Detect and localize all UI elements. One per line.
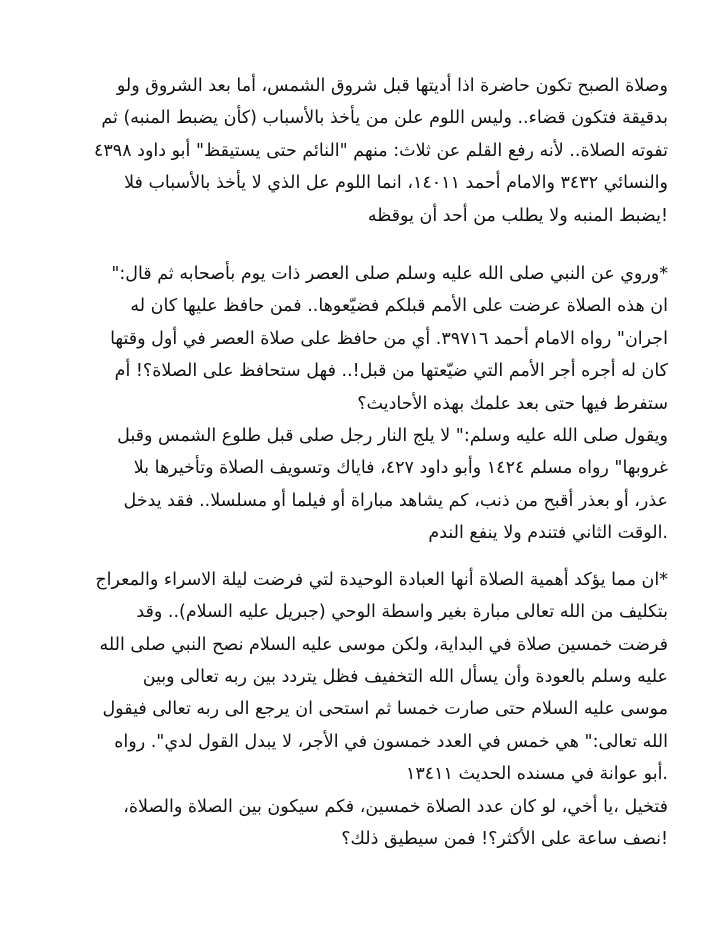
paragraph-spacer — [62, 550, 668, 564]
text-line: ان هذه الصلاة عرضت على الأمم قبلكم فضيّعوها.. فمن حافظ عليها كان له — [130, 296, 668, 317]
text-line: *وروي عن النبي صلى الله عليه وسلم صلى العصر ذات يوم بأصحابه ثم قال:" — [111, 264, 668, 285]
text-line: والنسائي ٣٤٣٢ والامام أحمد ١٤٠١١، انما اللوم عل الذي لا يأخذ بالأسباب فلا — [124, 173, 668, 194]
paragraph-asr-prayer — [62, 258, 668, 550]
text-line: عليه وسلم بالعودة وأن يسأل الله التخفيف فظل يتردد بين ربه تعالى وبين — [142, 666, 668, 687]
text-line: !يضبط المنبه ولا يطلب من أحد أن يوقظه — [367, 205, 668, 226]
text-line: ويقول صلى الله عليه وسلم:" لا يلج النار رجل صلى قبل طلوع الشمس وقبل — [117, 426, 668, 447]
paragraph-spacer — [62, 232, 668, 258]
text-line: فتخيل ،يا أخي، لو كان عدد الصلاة خمسين، فكم سيكون بين الصلاة والصلاة، — [123, 796, 668, 817]
text-line: غروبها" رواه مسلم ١٤٢٤ وأبو داود ٤٢٧، فاياك وتسويف الصلاة وتأخيرها بلا — [133, 458, 668, 479]
text-line: بتكليف من الله تعالى مبارة بغير واسطة الوحي (جبريل عليه السلام).. وقد — [136, 602, 668, 623]
text-line: عذر، أو بعذر أقبح من ذنب، كم يشاهد مباراة أو فيلما أو مسلسلا.. فقد يدخل — [123, 490, 668, 511]
text-line: موسى عليه السلام حتى صارت خمسا ثم استحى ان يرجع الى ربه تعالى فيقول — [102, 699, 668, 720]
text-line: تفوته الصلاة.. لأنه رفع القلم عن ثلاث: منهم "النائم حتى يستيقظ" أبو داود ٤٣٩٨ — [94, 140, 668, 161]
text-line: ستفرط فيها حتى بعد علمك بهذه الأحاديث؟ — [357, 393, 668, 414]
text-line: بدقيقة فتكون قضاء.. وليس اللوم علن من يأخذ بالأسباب (كأن يضبط المنبه) ثم — [101, 108, 668, 129]
document-page — [62, 70, 668, 855]
paragraph-isra-miraj — [62, 564, 668, 856]
text-line: فرضت خمسين صلاة في البداية، ولكن موسى عليه السلام نصح النبي صلى الله — [99, 634, 668, 655]
text-line: .أبو عوانة في مسنده الحديث ١٣٤١١ — [405, 764, 668, 785]
text-line: وصلاة الصبح تكون حاضرة اذا أديتها قبل شروق الشمس، أما بعد الشروق ولو — [116, 76, 668, 96]
text-line: !نصف ساعة على الأكثر؟! فمن سيطيق ذلك؟ — [341, 828, 668, 849]
paragraph-fajr-prayer — [62, 70, 668, 232]
text-line: .الوقت الثاني فتندم ولا ينفع الندم — [428, 523, 668, 544]
text-line: اجران" رواه الامام أحمد ٣٩٧١٦. أي من حافظ على صلاة العصر في أول وقتها — [110, 328, 668, 349]
text-line: الله تعالى:" هي خمس في العدد خمسون في الأجر، لا يبدل القول لدي". رواه — [114, 731, 668, 752]
text-line: *ان مما يؤكد أهمية الصلاة أنها العبادة الوحيدة لتي فرضت ليلة الاسراء والمعراج — [95, 569, 668, 590]
text-line: كان له أجره أجر الأمم التي ضيّعتها من قبل!.. فهل ستحافظ على الصلاة؟! أم — [114, 361, 668, 382]
